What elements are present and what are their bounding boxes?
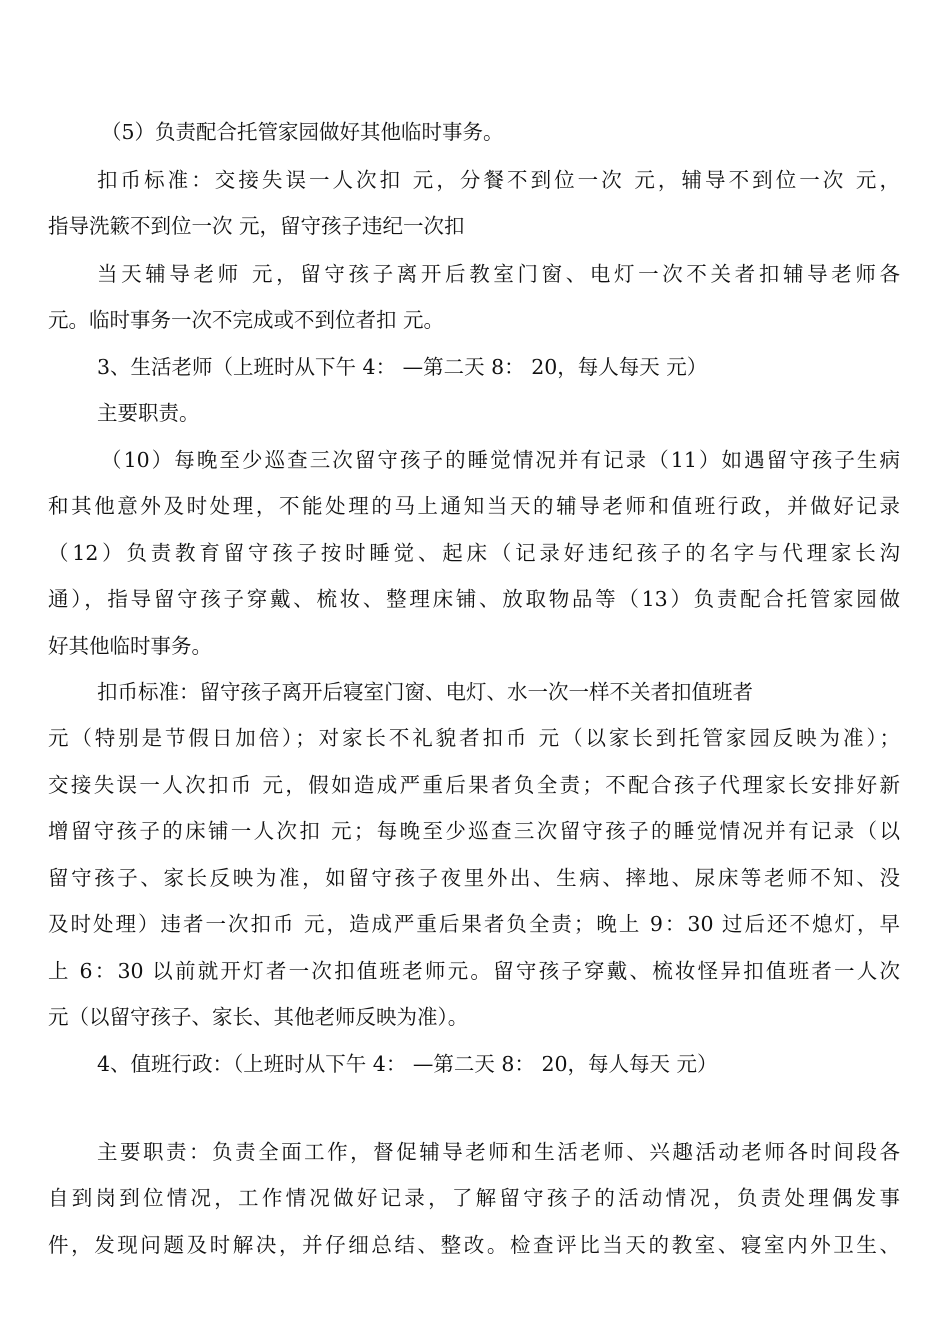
text-line: 留守孩子、家长反映为准，如留守孩子夜里外出、生病、摔地、尿床等老师不知、没: [48, 866, 900, 890]
text-line: 主要职责。: [97, 401, 200, 425]
text-line: （12）负责教育留守孩子按时睡觉、起床（记录好违纪孩子的名字与代理家长沟: [48, 541, 900, 565]
text-line: 交接失误一人次扣币 元，假如造成严重后果者负全责；不配合孩子代理家长安排好新: [48, 773, 900, 797]
text-line: 主要职责：负责全面工作，督促辅导老师和生活老师、兴趣活动老师各时间段各: [97, 1140, 900, 1164]
text-line: 扣币标准：交接失误一人次扣 元，分餐不到位一次 元，辅导不到位一次 元，: [97, 168, 900, 192]
text-line: 扣币标准：留守孩子离开后寝室门窗、电灯、水一次一样不关者扣值班者: [97, 680, 753, 704]
text-line: （5）负责配合托管家园做好其他临时事务。: [101, 120, 504, 144]
text-line: 元（特别是节假日加倍）；对家长不礼貌者扣币 元（以家长到托管家园反映为准）；: [48, 726, 900, 750]
text-line: 自到岗到位情况，工作情况做好记录，了解留守孩子的活动情况，负责处理偶发事: [48, 1186, 900, 1210]
text-line: 元（以留守孩子、家长、其他老师反映为准）。: [48, 1005, 469, 1029]
section-heading: 4、值班行政：（上班时从下午 4： —第二天 8： 20，每人每天 元）: [97, 1052, 718, 1076]
text-line: （10）每晚至少巡查三次留守孩子的睡觉情况并有记录（11）如遇留守孩子生病: [101, 448, 900, 472]
text-line: 件，发现问题及时解决，并仔细总结、整改。检查评比当天的教室、寝室内外卫生、: [48, 1233, 900, 1257]
text-line: 上 6：30 以前就开灯者一次扣值班老师元。留守孩子穿戴、梳妆怪异扣值班者一人次: [48, 959, 900, 983]
text-line: 和其他意外及时处理，不能处理的马上通知当天的辅导老师和值班行政，并做好记录: [48, 494, 900, 518]
text-line: 好其他临时事务。: [48, 634, 212, 658]
text-line: 指导洗簌不到位一次 元，留守孩子违纪一次扣: [48, 214, 465, 238]
text-line: 增留守孩子的床铺一人次扣 元；每晚至少巡查三次留守孩子的睡觉情况并有记录（以: [48, 819, 900, 843]
text-line: 通），指导留守孩子穿戴、梳妆、整理床铺、放取物品等（13）负责配合托管家园做: [48, 587, 900, 611]
text-line: 元。临时事务一次不完成或不到位者扣 元。: [48, 308, 445, 332]
section-heading: 3、生活老师（上班时从下午 4： —第二天 8： 20，每人每天 元）: [97, 355, 708, 379]
text-line: 当天辅导老师 元，留守孩子离开后教室门窗、电灯一次不关者扣辅导老师各: [97, 262, 900, 286]
text-line: 及时处理）违者一次扣币 元，造成严重后果者负全责；晚上 9：30 过后还不熄灯，早: [48, 912, 900, 936]
